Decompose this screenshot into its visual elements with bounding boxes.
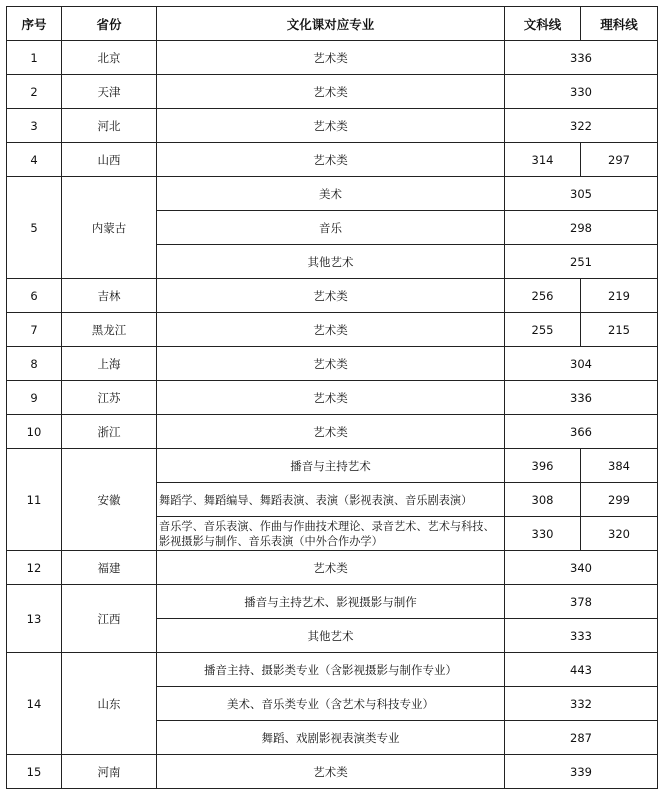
table-row bbox=[7, 347, 658, 381]
row-seq: 8 bbox=[7, 347, 62, 381]
row-major: 播音主持、摄影类专业（含影视摄影与制作专业） bbox=[157, 653, 505, 687]
row-province: 黑龙江 bbox=[62, 313, 157, 347]
row-major: 艺术类 bbox=[157, 415, 505, 449]
row-province: 天津 bbox=[62, 75, 157, 109]
row-score: 298 bbox=[505, 211, 658, 245]
row-seq: 5 bbox=[7, 177, 62, 279]
row-score: 336 bbox=[505, 381, 658, 415]
row-major: 艺术类 bbox=[157, 41, 505, 75]
row-province: 山西 bbox=[62, 143, 157, 177]
table-row bbox=[7, 449, 658, 483]
header-province: 省份 bbox=[62, 7, 157, 41]
table-row bbox=[7, 551, 658, 585]
header-major: 文化课对应专业 bbox=[157, 7, 505, 41]
row-province: 北京 bbox=[62, 41, 157, 75]
row-score: 340 bbox=[505, 551, 658, 585]
row-seq: 1 bbox=[7, 41, 62, 75]
table-row bbox=[7, 313, 658, 347]
table-row bbox=[7, 755, 658, 789]
row-province: 江西 bbox=[62, 585, 157, 653]
row-major: 其他艺术 bbox=[157, 619, 505, 653]
row-seq: 11 bbox=[7, 449, 62, 551]
row-score: 287 bbox=[505, 721, 658, 755]
row-score: 378 bbox=[505, 585, 658, 619]
header-li: 理科线 bbox=[581, 7, 658, 41]
row-score: 322 bbox=[505, 109, 658, 143]
row-score: 330 bbox=[505, 75, 658, 109]
row-province: 安徽 bbox=[62, 449, 157, 551]
row-wen-score: 308 bbox=[505, 483, 581, 517]
row-major: 艺术类 bbox=[157, 279, 505, 313]
header-seq: 序号 bbox=[7, 7, 62, 41]
row-major: 音乐 bbox=[157, 211, 505, 245]
row-seq: 9 bbox=[7, 381, 62, 415]
row-seq: 6 bbox=[7, 279, 62, 313]
row-li-score: 299 bbox=[581, 483, 658, 517]
row-li-score: 297 bbox=[581, 143, 658, 177]
table-row bbox=[7, 585, 658, 619]
row-major: 艺术类 bbox=[157, 75, 505, 109]
row-score: 339 bbox=[505, 755, 658, 789]
row-wen-score: 255 bbox=[505, 313, 581, 347]
row-province: 山东 bbox=[62, 653, 157, 755]
row-seq: 2 bbox=[7, 75, 62, 109]
row-province: 福建 bbox=[62, 551, 157, 585]
row-seq: 7 bbox=[7, 313, 62, 347]
table-row bbox=[7, 279, 658, 313]
row-province: 吉林 bbox=[62, 279, 157, 313]
table-row bbox=[7, 143, 658, 177]
row-seq: 10 bbox=[7, 415, 62, 449]
row-seq: 3 bbox=[7, 109, 62, 143]
row-major: 音乐学、音乐表演、作曲与作曲技术理论、录音艺术、艺术与科技、影视摄影与制作、音乐表演（中外合作办学） bbox=[157, 517, 505, 551]
row-major: 艺术类 bbox=[157, 755, 505, 789]
table-body bbox=[7, 41, 658, 789]
table-row bbox=[7, 381, 658, 415]
row-province: 江苏 bbox=[62, 381, 157, 415]
header-wen: 文科线 bbox=[505, 7, 581, 41]
row-li-score: 219 bbox=[581, 279, 658, 313]
row-score: 443 bbox=[505, 653, 658, 687]
table-row bbox=[7, 177, 658, 211]
row-li-score: 320 bbox=[581, 517, 658, 551]
table-row bbox=[7, 109, 658, 143]
row-score: 305 bbox=[505, 177, 658, 211]
row-seq: 12 bbox=[7, 551, 62, 585]
table-row bbox=[7, 415, 658, 449]
row-seq: 13 bbox=[7, 585, 62, 653]
row-province: 河南 bbox=[62, 755, 157, 789]
row-major: 艺术类 bbox=[157, 143, 505, 177]
row-seq: 14 bbox=[7, 653, 62, 755]
row-major: 播音与主持艺术、影视摄影与制作 bbox=[157, 585, 505, 619]
row-wen-score: 330 bbox=[505, 517, 581, 551]
row-major: 艺术类 bbox=[157, 347, 505, 381]
row-score: 332 bbox=[505, 687, 658, 721]
row-li-score: 384 bbox=[581, 449, 658, 483]
row-score: 336 bbox=[505, 41, 658, 75]
row-province: 内蒙古 bbox=[62, 177, 157, 279]
header-row bbox=[7, 7, 658, 41]
row-score: 304 bbox=[505, 347, 658, 381]
row-score: 366 bbox=[505, 415, 658, 449]
row-province: 河北 bbox=[62, 109, 157, 143]
row-wen-score: 314 bbox=[505, 143, 581, 177]
row-major: 播音与主持艺术 bbox=[157, 449, 505, 483]
row-major: 艺术类 bbox=[157, 313, 505, 347]
table-row bbox=[7, 41, 658, 75]
score-table bbox=[6, 6, 658, 789]
row-province: 浙江 bbox=[62, 415, 157, 449]
row-seq: 4 bbox=[7, 143, 62, 177]
row-major: 舞蹈、戏剧影视表演类专业 bbox=[157, 721, 505, 755]
row-wen-score: 256 bbox=[505, 279, 581, 313]
row-major: 艺术类 bbox=[157, 381, 505, 415]
row-province: 上海 bbox=[62, 347, 157, 381]
row-wen-score: 396 bbox=[505, 449, 581, 483]
row-major: 舞蹈学、舞蹈编导、舞蹈表演、表演（影视表演、音乐剧表演） bbox=[157, 483, 505, 517]
row-major: 美术 bbox=[157, 177, 505, 211]
row-li-score: 215 bbox=[581, 313, 658, 347]
table-row bbox=[7, 653, 658, 687]
row-major: 艺术类 bbox=[157, 551, 505, 585]
row-major: 其他艺术 bbox=[157, 245, 505, 279]
row-score: 251 bbox=[505, 245, 658, 279]
row-major: 艺术类 bbox=[157, 109, 505, 143]
row-score: 333 bbox=[505, 619, 658, 653]
table-row bbox=[7, 75, 658, 109]
row-major: 美术、音乐类专业（含艺术与科技专业） bbox=[157, 687, 505, 721]
row-seq: 15 bbox=[7, 755, 62, 789]
